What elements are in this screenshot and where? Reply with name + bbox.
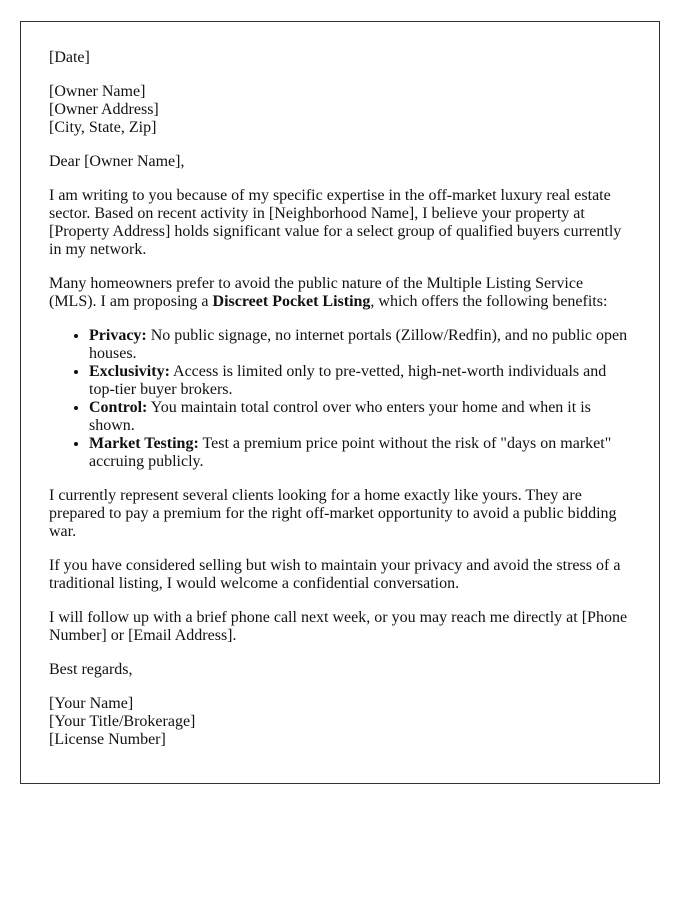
salutation: Dear [Owner Name], bbox=[49, 153, 185, 170]
followup-paragraph: I will follow up with a brief phone call next week, or you may reach me directly at [Phone Number] or [Email Address]. bbox=[49, 609, 628, 644]
benefit-title: Privacy: bbox=[89, 327, 147, 344]
invitation-paragraph: If you have considered selling but wish to maintain your privacy and avoid the stress of a traditional listing, I would welcome a confidential conversation. bbox=[49, 557, 621, 592]
proposal-highlight: Discreet Pocket Listing bbox=[212, 293, 371, 310]
benefit-item-exclusivity bbox=[89, 363, 631, 399]
benefit-text: You maintain total control over who enters your home and when it is shown. bbox=[89, 399, 591, 434]
benefit-text: Test a premium price point without the risk of "days on market" accruing publicly. bbox=[89, 435, 612, 470]
proposal-paragraph bbox=[49, 275, 631, 311]
signature-block bbox=[49, 695, 631, 749]
benefit-text: No public signage, no internet portals (Zillow/Redfin), and no public open houses. bbox=[89, 327, 628, 362]
closing: Best regards, bbox=[49, 661, 133, 678]
benefit-title: Control: bbox=[89, 399, 148, 416]
benefit-item-privacy bbox=[89, 327, 631, 363]
benefit-text: Access is limited only to pre-vetted, high-net-worth individuals and top-tier buyer brokers. bbox=[89, 363, 607, 398]
benefit-title: Exclusivity: bbox=[89, 363, 170, 380]
benefits-list bbox=[49, 327, 631, 471]
signature-license: [License Number] bbox=[49, 731, 166, 748]
intro-paragraph: I am writing to you because of my specific expertise in the off-market luxury real estate sector. Based on recent activity in [Neighborhood Name], I believe your property at [Property Address] holds significant value for a select group of qualified buyers currently in my network. bbox=[49, 187, 622, 258]
recipient-address: [Owner Address] bbox=[49, 101, 159, 118]
signature-title: [Your Title/Brokerage] bbox=[49, 713, 196, 730]
benefit-item-control bbox=[89, 399, 631, 435]
clients-paragraph: I currently represent several clients looking for a home exactly like yours. They are prepared to pay a premium for the right off-market opportunity to avoid a public bidding war. bbox=[49, 487, 617, 540]
benefit-title: Market Testing: bbox=[89, 435, 199, 452]
recipient-city-state-zip: [City, State, Zip] bbox=[49, 119, 157, 136]
proposal-text-after: , which offers the following benefits: bbox=[370, 293, 608, 310]
letter-page bbox=[20, 21, 660, 784]
proposal-text-before: Many homeowners prefer to avoid the public nature of the Multiple Listing Service (MLS). I am proposing a bbox=[49, 275, 584, 310]
letter-date: [Date] bbox=[49, 49, 90, 66]
signature-name: [Your Name] bbox=[49, 695, 134, 712]
benefit-item-market-testing bbox=[89, 435, 631, 471]
recipient-block bbox=[49, 83, 631, 137]
recipient-name: [Owner Name] bbox=[49, 83, 146, 100]
